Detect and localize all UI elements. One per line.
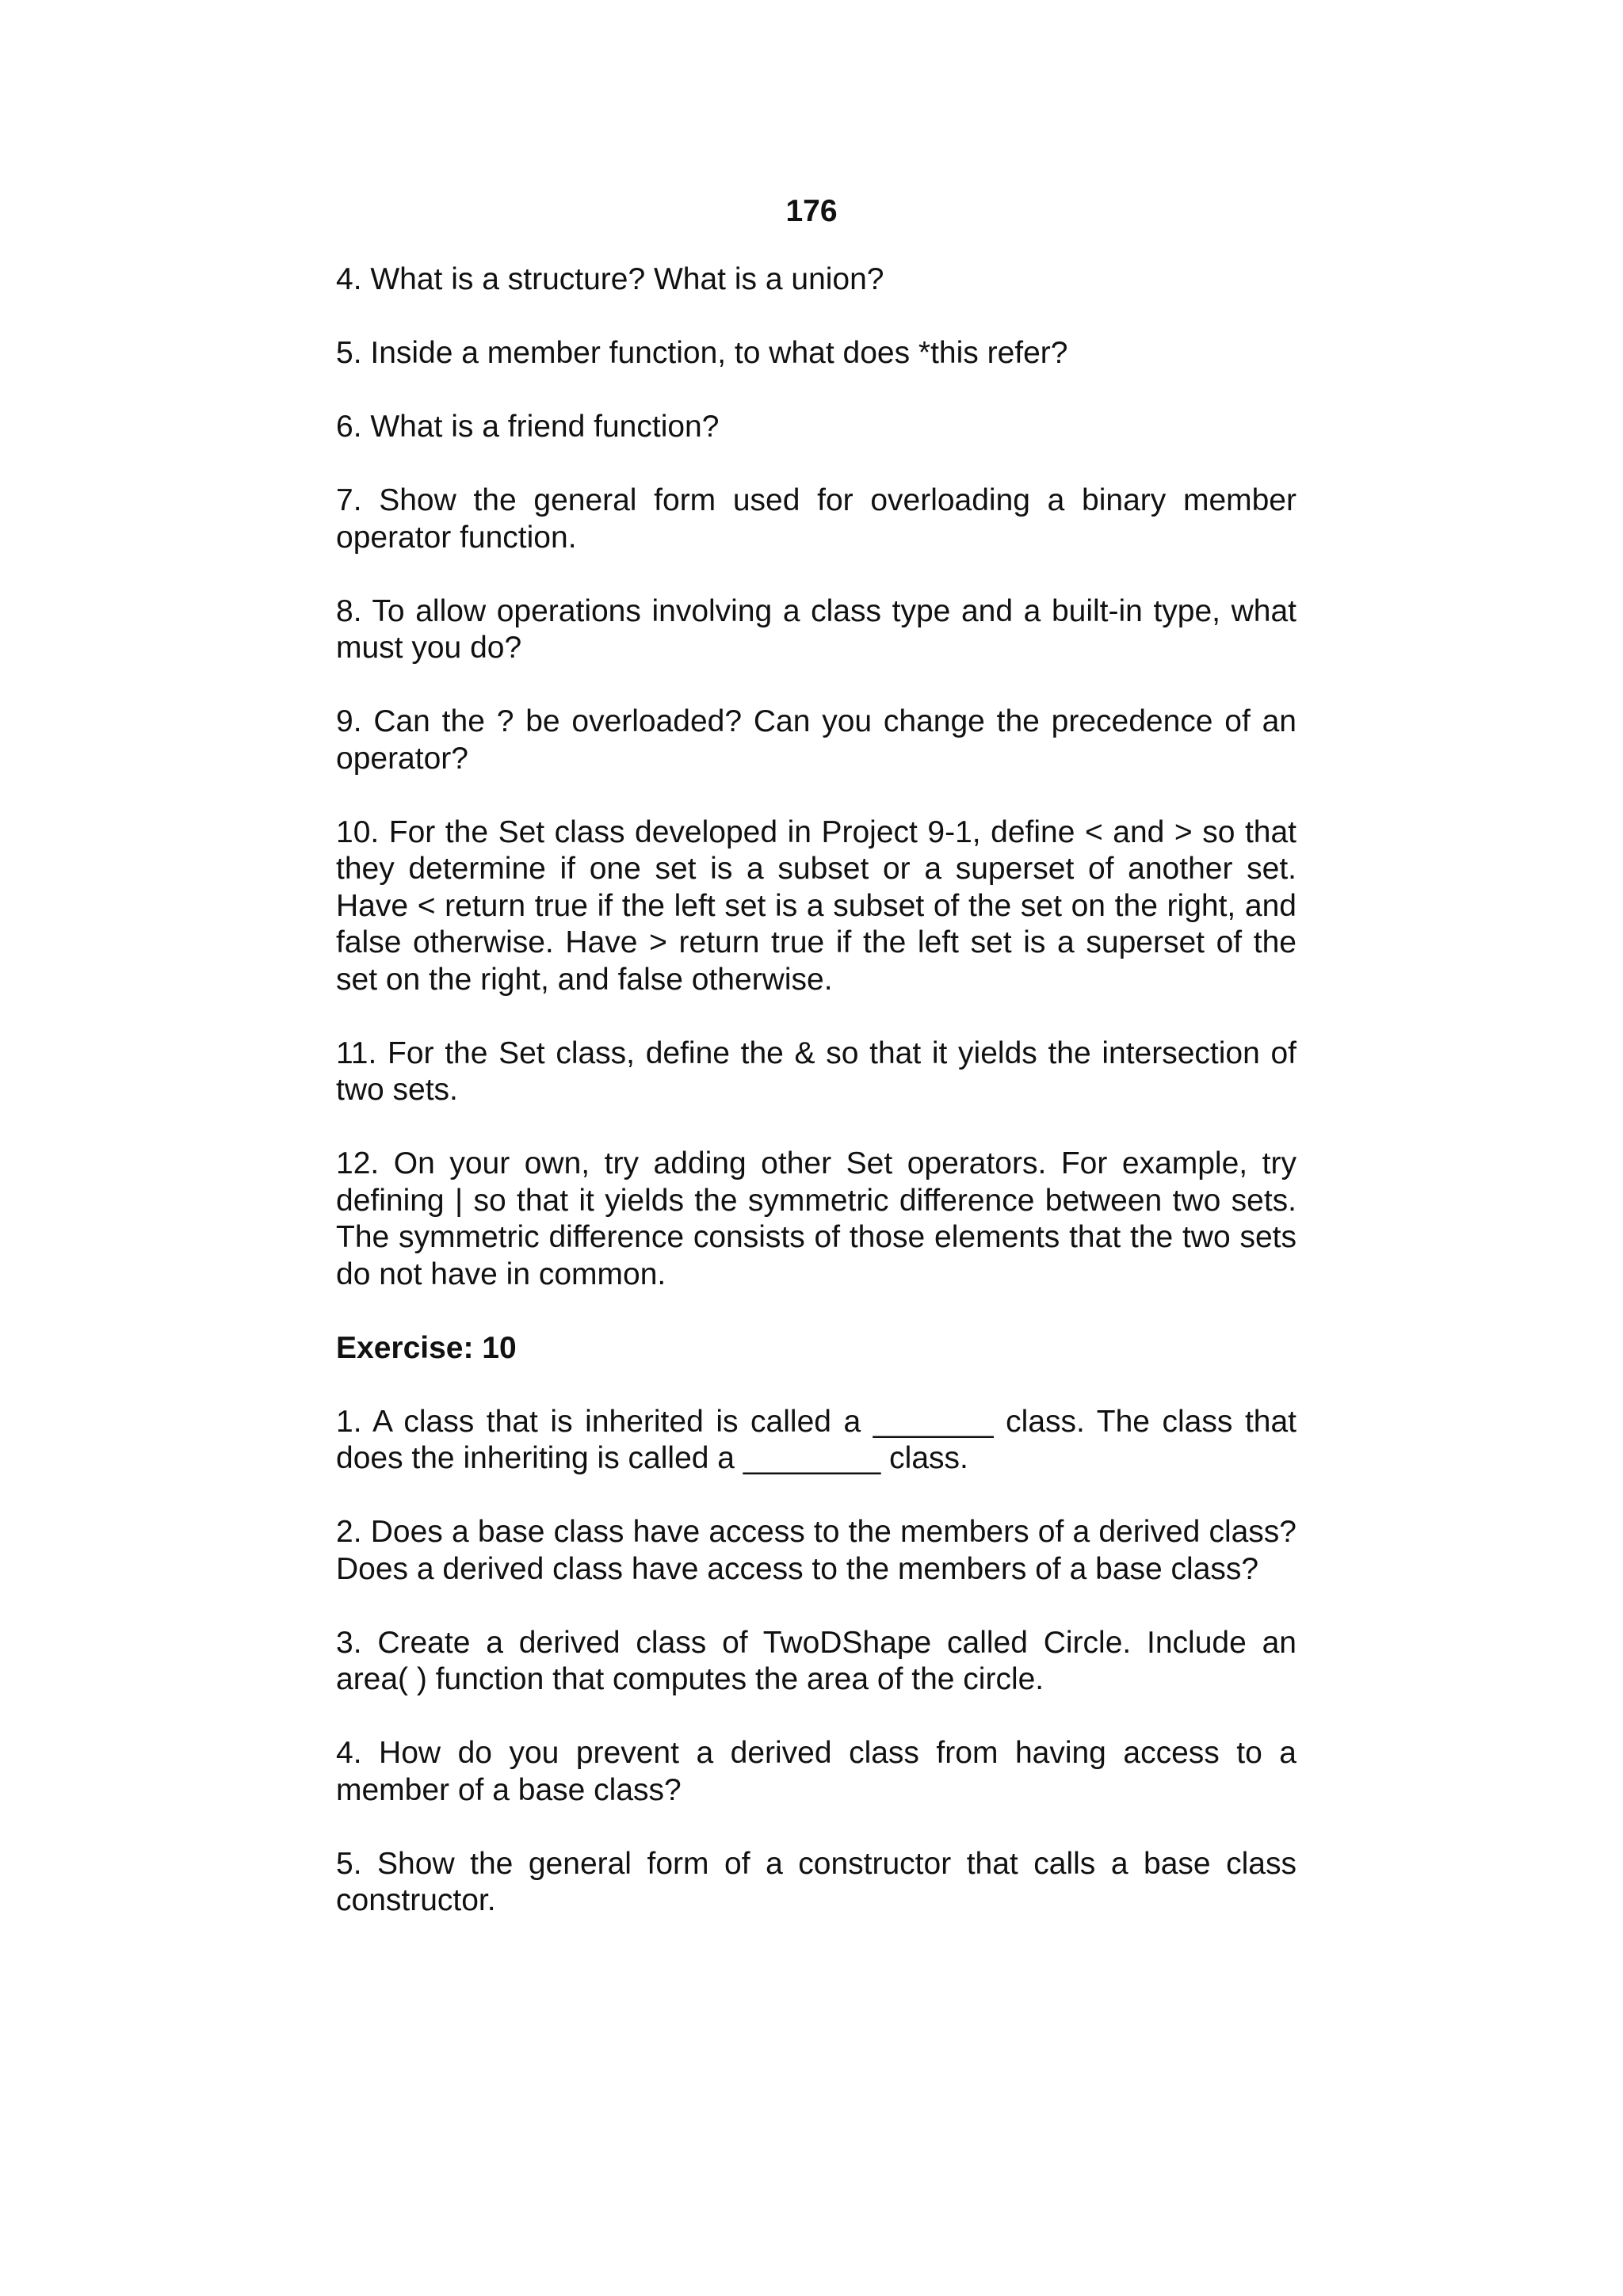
question-a5: 5. Inside a member function, to what does *this refer?: [336, 336, 1068, 370]
question-a7: 7. Show the general form used for overloading a binary member operator function.: [336, 483, 1296, 555]
page-content: [336, 261, 1296, 1956]
question-b4: 4. How do you prevent a derived class from having access to a member of a base class?: [336, 1736, 1296, 1807]
question-a8: 8. To allow operations involving a class type and a built-in type, what must you do?: [336, 593, 1296, 665]
question-a11: 11. For the Set class, define the & so that it yields the intersection of two sets.: [336, 1035, 1296, 1107]
exercise-heading: Exercise: 10: [336, 1330, 517, 1365]
question-b1: 1. A class that is inherited is called a _______ class. The class that does the inheriting is called a ________ class.: [336, 1404, 1296, 1475]
question-a9: 9. Can the ? be overloaded? Can you change the precedence of an operator?: [336, 704, 1296, 776]
question-a10: 10. For the Set class developed in Project 9-1, define < and > so that they determine if one set is a subset or a superset of another set. Have < return true if the left set is a subset of the set on the right, and false otherwise. Have > return true if the left set is a superset of the set on the right, and false otherwise.: [336, 814, 1296, 997]
question-a6: 6. What is a friend function?: [336, 410, 720, 444]
page-number: 176: [785, 194, 838, 228]
question-b5: 5. Show the general form of a constructor that calls a base class constructor.: [336, 1846, 1296, 1917]
question-b3: 3. Create a derived class of TwoDShape called Circle. Include an area( ) function that computes the area of the circle.: [336, 1625, 1296, 1696]
question-a12: 12. On your own, try adding other Set operators. For example, try defining | so that it yields the symmetric difference between two sets. The symmetric difference consists of those elements that the two sets do not have in common.: [336, 1146, 1296, 1291]
question-b2: 2. Does a base class have access to the members of a derived class? Does a derived class have access to the members of a base class?: [336, 1515, 1296, 1586]
question-a4: 4. What is a structure? What is a union?: [336, 262, 884, 296]
